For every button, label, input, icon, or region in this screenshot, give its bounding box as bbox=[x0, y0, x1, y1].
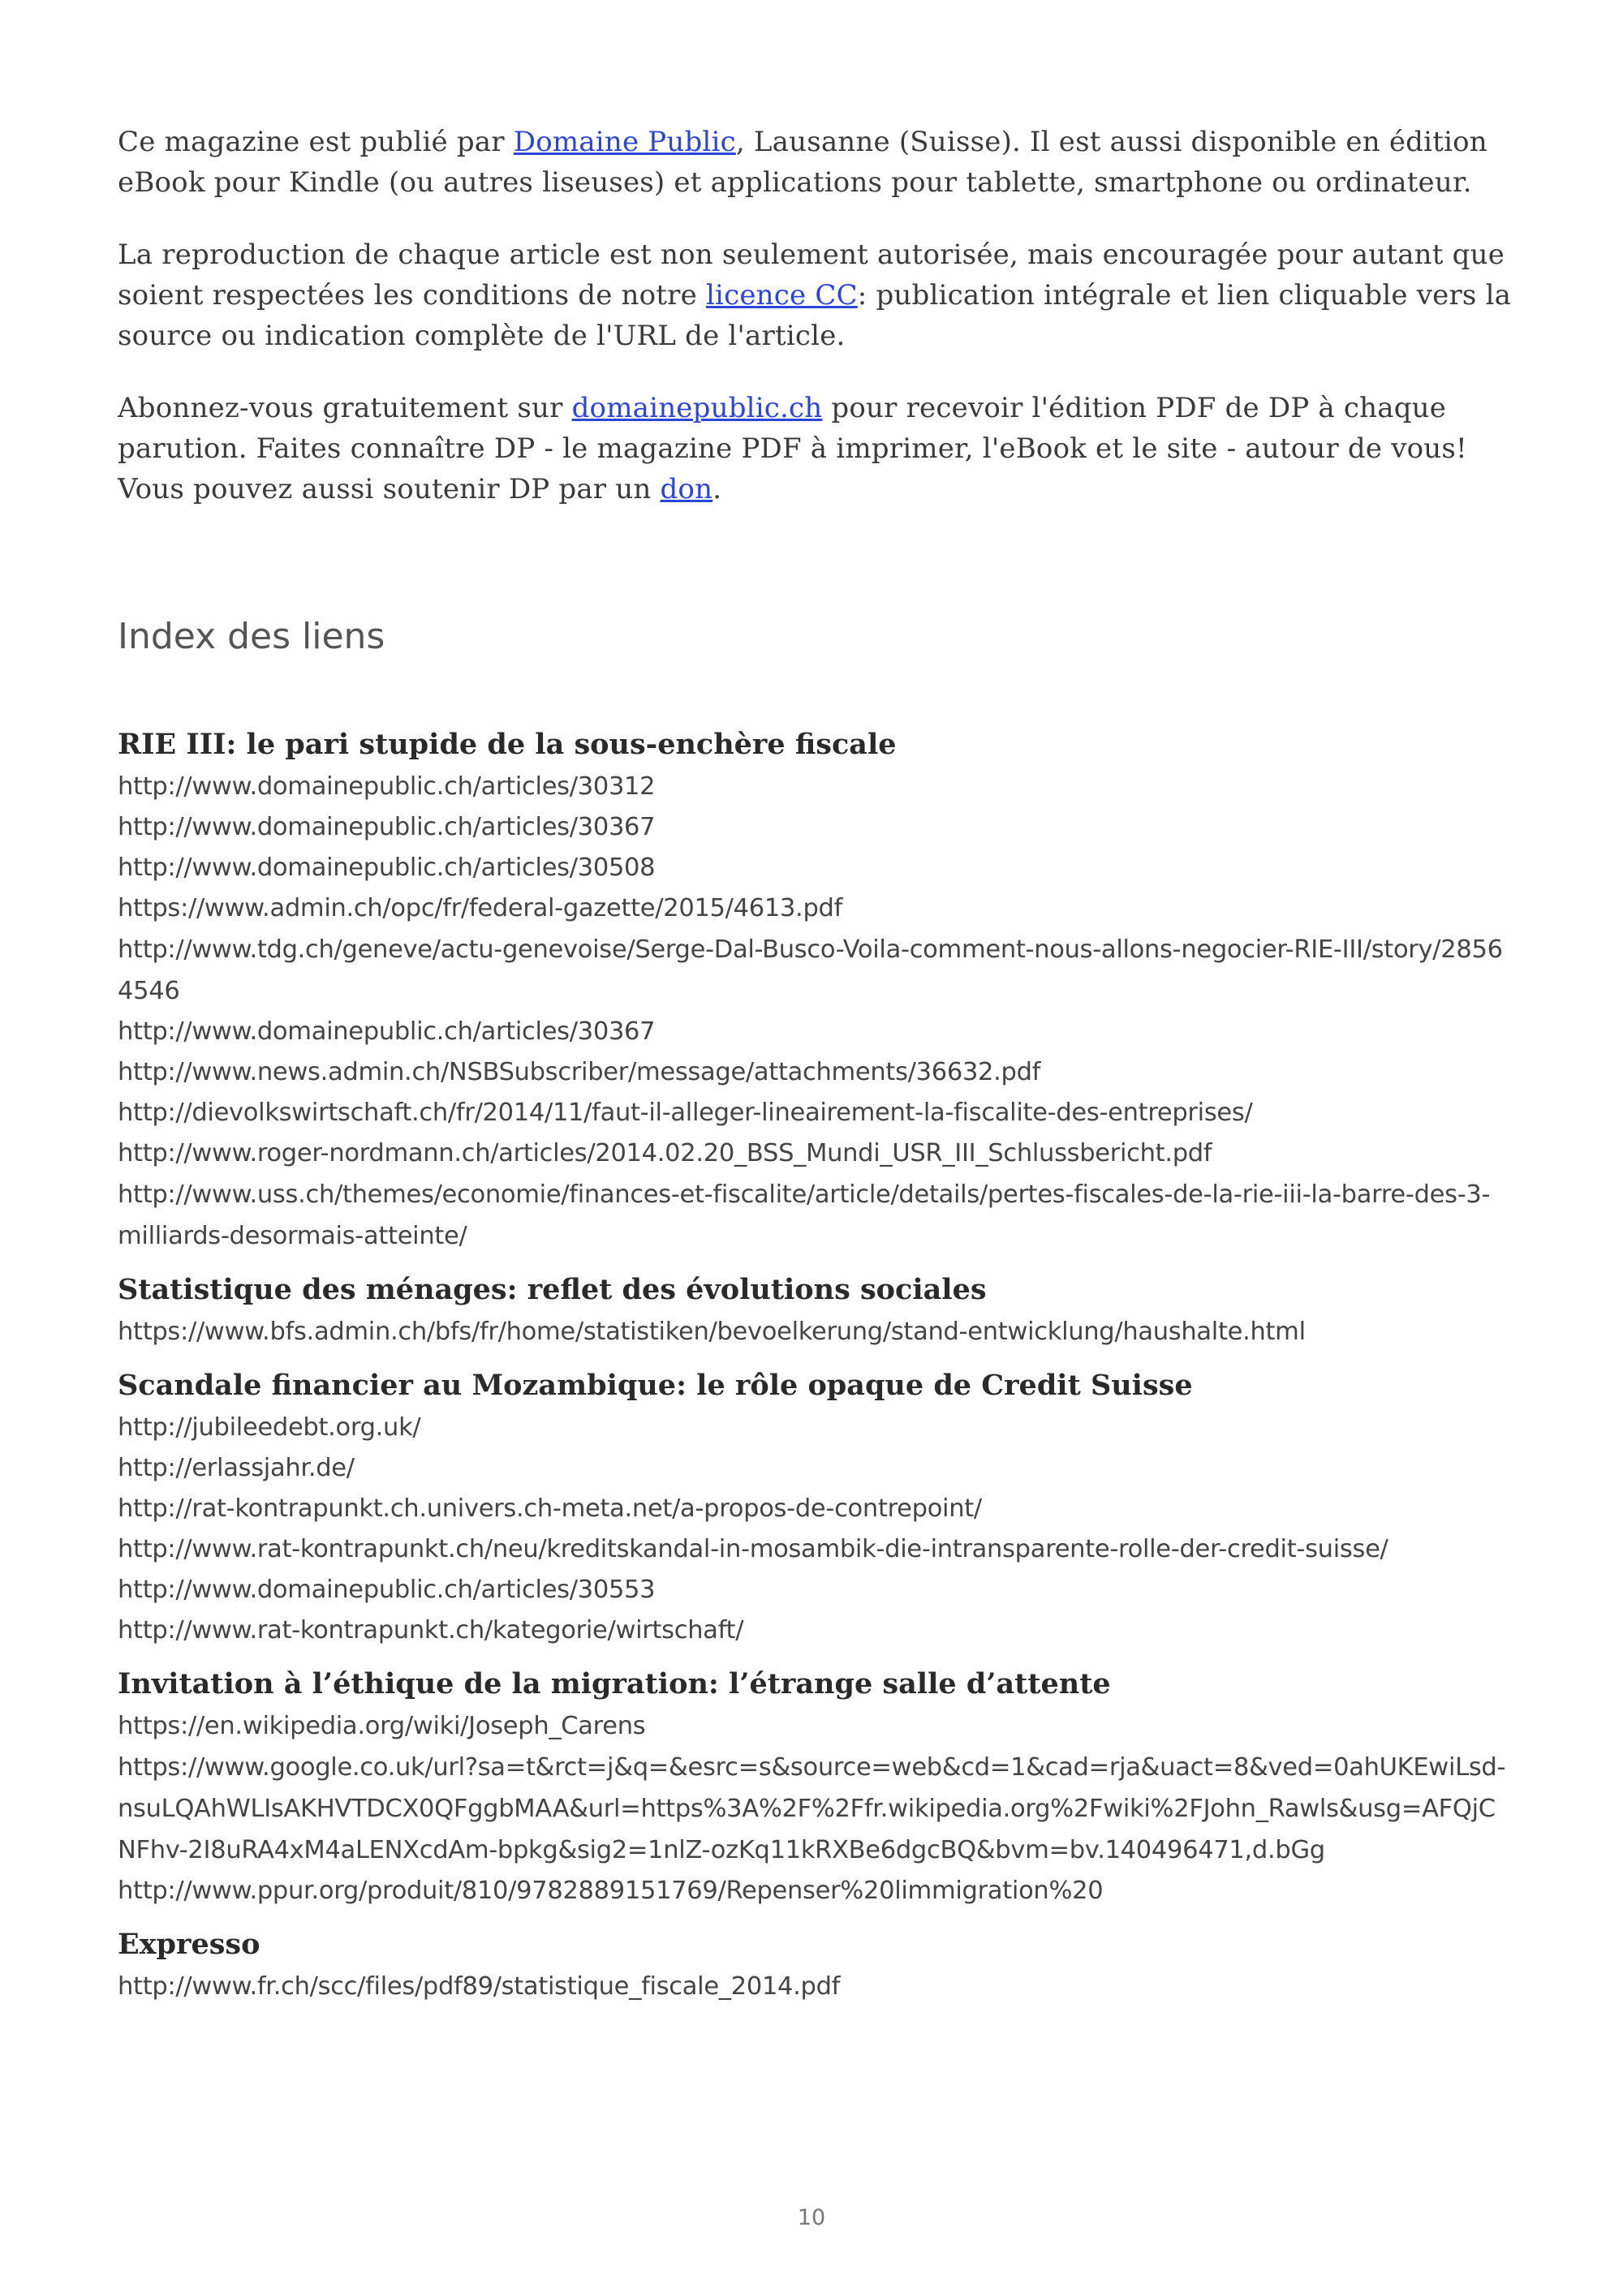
link-url: http://www.news.admin.ch/NSBSubscriber/message/attachments/36632.pdf bbox=[118, 1058, 1041, 1086]
intro-paragraph-license: La reproduction de chaque article est non seulement autorisée, mais encouragée pour autant que soient respectées les conditions de notre licence CC: publication intégrale et lien cliquable vers la source ou indication complète de l'URL de l'article. bbox=[118, 239, 1512, 352]
link-url: http://www.domainepublic.ch/articles/30508 bbox=[118, 853, 656, 882]
section-title: Statistique des ménages: reflet des évolutions sociales bbox=[118, 1273, 987, 1306]
index-section bbox=[118, 1270, 1513, 1352]
section-title: Expresso bbox=[118, 1928, 260, 1961]
index-title: Index des liens bbox=[118, 616, 385, 657]
link-url: http://www.roger-nordmann.ch/articles/2014.02.20_BSS_Mundi_USR_III_Schlussbericht.pdf bbox=[118, 1139, 1212, 1167]
domaine-public-link[interactable]: Domaine Public bbox=[513, 126, 736, 158]
link-url: http://www.domainepublic.ch/articles/30367 bbox=[118, 1017, 656, 1046]
link-url: http://www.ppur.org/produit/810/9782889151769/Repenser%20limmigration%20 bbox=[118, 1877, 1104, 1905]
link-url: http://rat-kontrapunkt.ch.univers.ch-meta.net/a-propos-de-contrepoint/ bbox=[118, 1494, 982, 1523]
domainepublic-link[interactable]: domainepublic.ch bbox=[571, 392, 823, 424]
link-url: http://www.rat-kontrapunkt.ch/kategorie/wirtschaft/ bbox=[118, 1616, 744, 1645]
index-section bbox=[118, 1664, 1513, 1911]
link-url: http://www.domainepublic.ch/articles/30553 bbox=[118, 1576, 656, 1604]
don-link[interactable]: don bbox=[660, 473, 713, 505]
link-url: https://www.admin.ch/opc/fr/federal-gazette/2015/4613.pdf bbox=[118, 894, 843, 922]
section-title: Invitation à l’éthique de la migration: l’étrange salle d’attente bbox=[118, 1667, 1111, 1701]
link-url: https://en.wikipedia.org/wiki/Joseph_Carens bbox=[118, 1712, 646, 1740]
link-url: http://www.tdg.ch/geneve/actu-genevoise/Serge-Dal-Busco-Voila-comment-nous-allons-negocier-RIE-III/story/28564546 bbox=[118, 935, 1503, 1005]
section-title: Scandale financier au Mozambique: le rôle opaque de Credit Suisse bbox=[118, 1369, 1193, 1402]
link-url: http://jubileedebt.org.uk/ bbox=[118, 1413, 421, 1442]
link-url: http://www.uss.ch/themes/economie/finances-et-fiscalite/article/details/pertes-fiscales-de-la-rie-iii-la-barre-des-3-milliards-desormais-atteinte/ bbox=[118, 1180, 1491, 1250]
licence-cc-link[interactable]: licence CC bbox=[705, 279, 858, 312]
link-url: http://www.domainepublic.ch/articles/30367 bbox=[118, 813, 656, 841]
page-content bbox=[118, 122, 1513, 2020]
intro bbox=[118, 122, 1513, 510]
index-section bbox=[118, 1365, 1513, 1651]
index-section bbox=[118, 724, 1513, 1257]
section-title: RIE III: le pari stupide de la sous-enchère fiscale bbox=[118, 728, 897, 761]
index-section bbox=[118, 1924, 1513, 2007]
link-index bbox=[118, 724, 1513, 2007]
link-url: http://www.rat-kontrapunkt.ch/neu/kreditskandal-in-mosambik-die-intransparente-rolle-der-credit-suisse/ bbox=[118, 1535, 1388, 1563]
intro-paragraph-subscribe: Abonnez-vous gratuitement sur domainepublic.ch pour recevoir l'édition PDF de DP à chaque parution. Faites connaître DP - le magazine PDF à imprimer, l'eBook et le site - autour de vous! Vous pouvez aussi soutenir DP par un don. bbox=[118, 392, 1467, 505]
link-url: http://erlassjahr.de/ bbox=[118, 1454, 355, 1482]
page-number: 10 bbox=[797, 2205, 826, 2230]
link-url: http://www.fr.ch/scc/files/pdf89/statistique_fiscale_2014.pdf bbox=[118, 1972, 841, 2001]
link-url: https://www.google.co.uk/url?sa=t&rct=j&q=&esrc=s&source=web&cd=1&cad=rja&uact=8&ved=0ahUKEwiLsd-nsuLQAhWLIsAKHVTDCX0QFggbMAA&url=https%3A%2F%2Ffr.wikipedia.org%2Fwiki%2FJohn_Rawls&usg=AFQjCNFhv-2I8uRA4xM4aLENXcdAm-bpkg&sig2=1nlZ-ozKq11kRXBe6dgcBQ&bvm=bv.140496471,d.bGg bbox=[118, 1753, 1506, 1864]
link-url: http://www.domainepublic.ch/articles/30312 bbox=[118, 772, 656, 801]
intro-paragraph-publisher: Ce magazine est publié par Domaine Public, Lausanne (Suisse). Il est aussi disponible en édition eBook pour Kindle (ou autres liseuses) et applications pour tablette, smartphone ou ordinateur. bbox=[118, 126, 1487, 199]
link-url: https://www.bfs.admin.ch/bfs/fr/home/statistiken/bevoelkerung/stand-entwicklung/haushalte.html bbox=[118, 1318, 1306, 1346]
link-url: http://dievolkswirtschaft.ch/fr/2014/11/faut-il-alleger-lineairement-la-fiscalite-des-entreprises/ bbox=[118, 1099, 1253, 1127]
